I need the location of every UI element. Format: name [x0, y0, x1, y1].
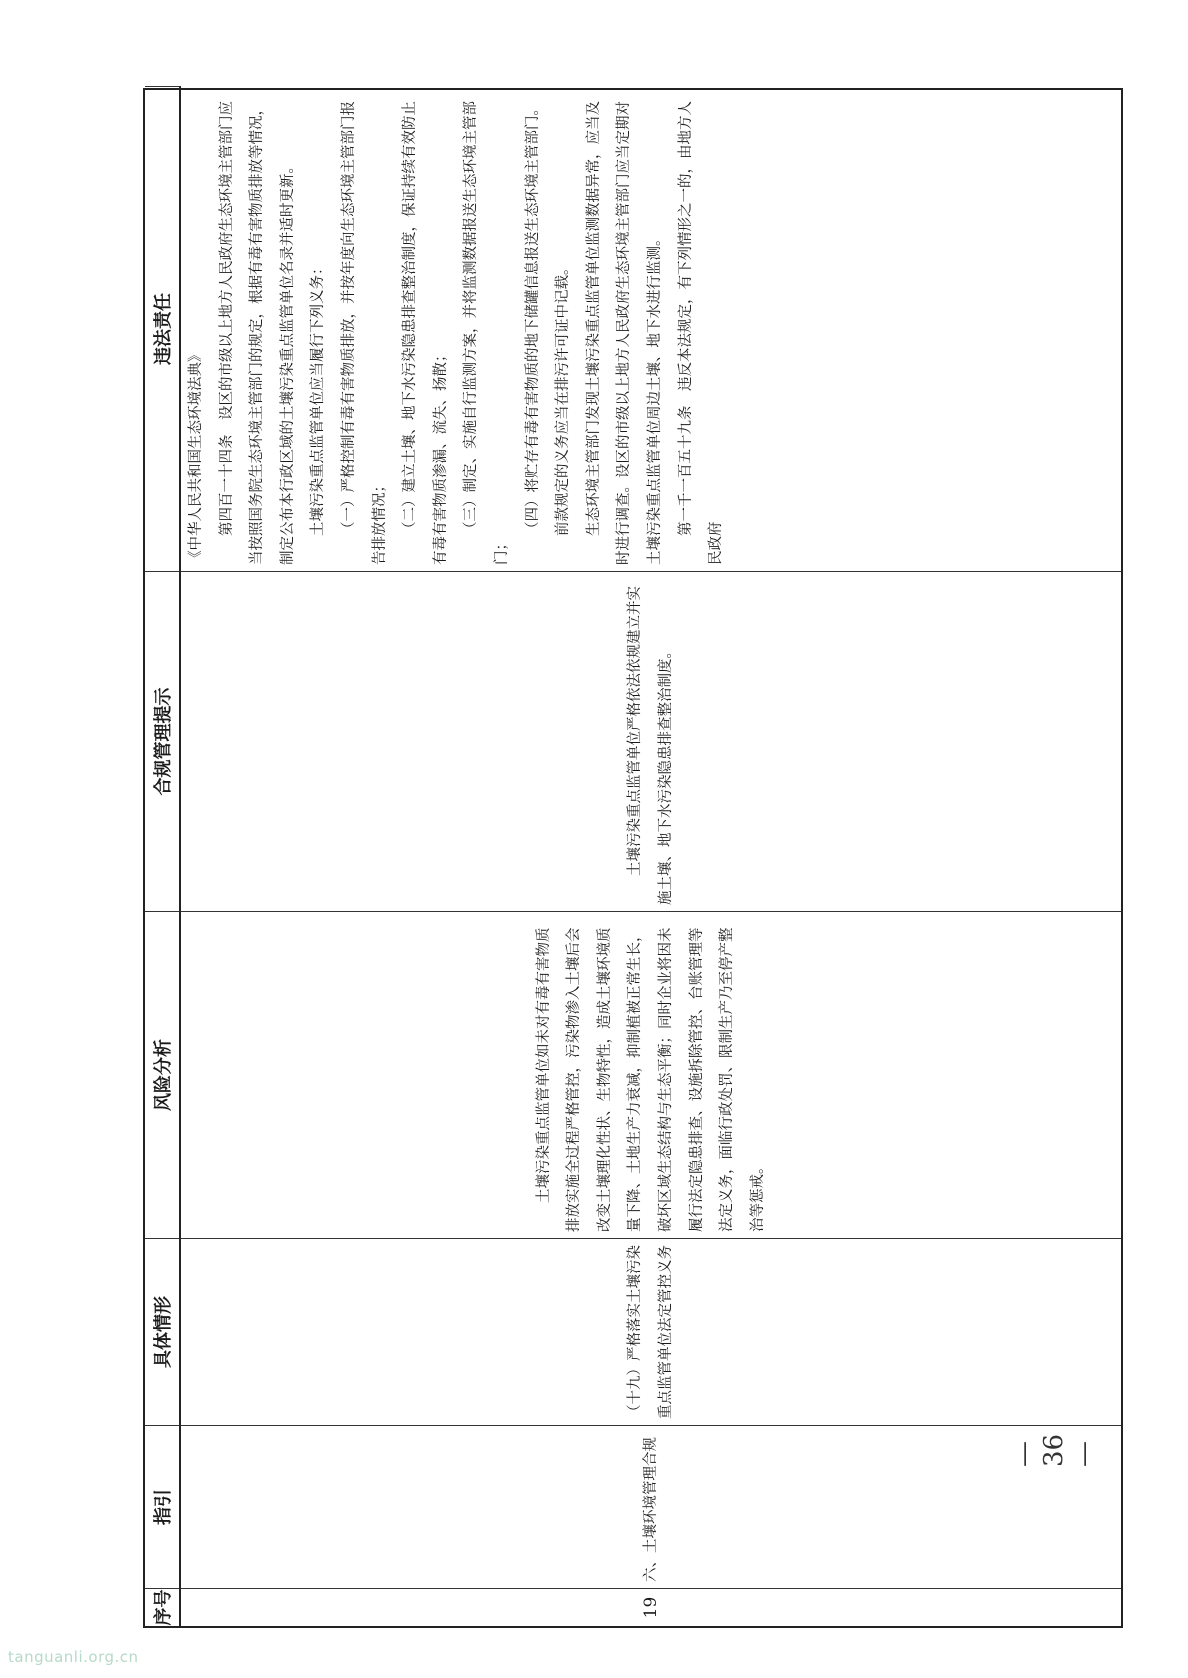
header-risk: 风险分析 — [145, 911, 181, 1238]
header-liability: 违法责任 — [145, 86, 181, 571]
cell-risk — [181, 911, 1121, 1238]
compliance-table — [143, 88, 1123, 1628]
cell-num — [181, 1588, 1121, 1626]
rotated-table-wrapper — [143, 88, 1123, 1628]
page-number: — 36 — — [1009, 1433, 1099, 1467]
case-text: （十九）严格落实土壤污染重点监管单位法定管控义务 — [627, 1245, 674, 1419]
law-duty-4: （四）将贮存有毒有害物质的地下储罐信息报送生态环境主管部门。 — [524, 101, 541, 536]
law-article-1159: 第一千一百五十九条 违反本法规定，有下列情形之一的，由地方人民政府 — [677, 101, 725, 565]
law-monitoring: 生态环境主管部门发现土壤污染重点监管单位监测数据异常，应当及时进行调查。设区的市级以上地方人民政府生态环境主管部门应当定期对土壤污染重点监管单位周边土壤、地下水进行监测。 — [585, 101, 663, 565]
row-number: 19 — [640, 1596, 661, 1619]
law-duty-3: （三）制定、实施自行监测方案，并将监测数据报送生态环境主管部门； — [463, 101, 510, 565]
law-title: 《中华人民共和国生态环境法典》 — [188, 347, 204, 565]
risk-text: 土壤污染重点监管单位如未对有毒有害物质排放实施全过程严格管控，污染物渗入土壤后会改变土壤理化性状、生物特性，造成土壤环境质量下降、土地生产力衰减，抑制植被正常生长，破坏区域生态结构与生态平衡；同时企业将因未履行法定隐患排查、设施拆除管控、台账管理等法定义务，面临行政处罚、限制生产乃至停产整治等惩戒。 — [535, 927, 766, 1232]
law-duty-1: （一）严格控制有毒有害物质排放，并按年度向生态环境主管部门报告排放情况； — [340, 101, 388, 565]
law-permit-note: 前款规定的义务应当在排污许可证中记载。 — [555, 260, 572, 536]
cell-hint — [181, 571, 1121, 911]
header-case: 具体情形 — [145, 1238, 181, 1425]
watermark: tanguanli.org.cn — [8, 1648, 139, 1666]
hint-text: 土壤污染重点监管单位严格依法依规建立并实施土壤、地下水污染隐患排查整治制度。 — [627, 586, 674, 905]
header-guide: 指引 — [145, 1425, 181, 1588]
cell-case — [181, 1238, 1121, 1425]
header-num: 序号 — [145, 1588, 181, 1626]
guide-text: 六、土壤环境管理合规 — [642, 1437, 659, 1582]
header-hint: 合规管理提示 — [145, 571, 181, 911]
law-duties-intro: 土壤污染重点监管单位应当履行下列义务： — [310, 260, 327, 536]
cell-liability — [181, 86, 1121, 571]
cell-guide — [181, 1425, 1121, 1588]
law-article-414: 第四百一十四条 设区的市级以上地方人民政府生态环境主管部门应当按照国务院生态环境主管部门的规定，根据有毒有害物质排放等情况，制定公布本行政区域的土壤污染重点监管单位名录并适时更新。 — [218, 101, 296, 565]
law-duty-2: （二）建立土壤、地下水污染隐患排查整治制度，保证持续有效防止有毒有害物质渗漏、流失、扬散； — [402, 101, 449, 565]
